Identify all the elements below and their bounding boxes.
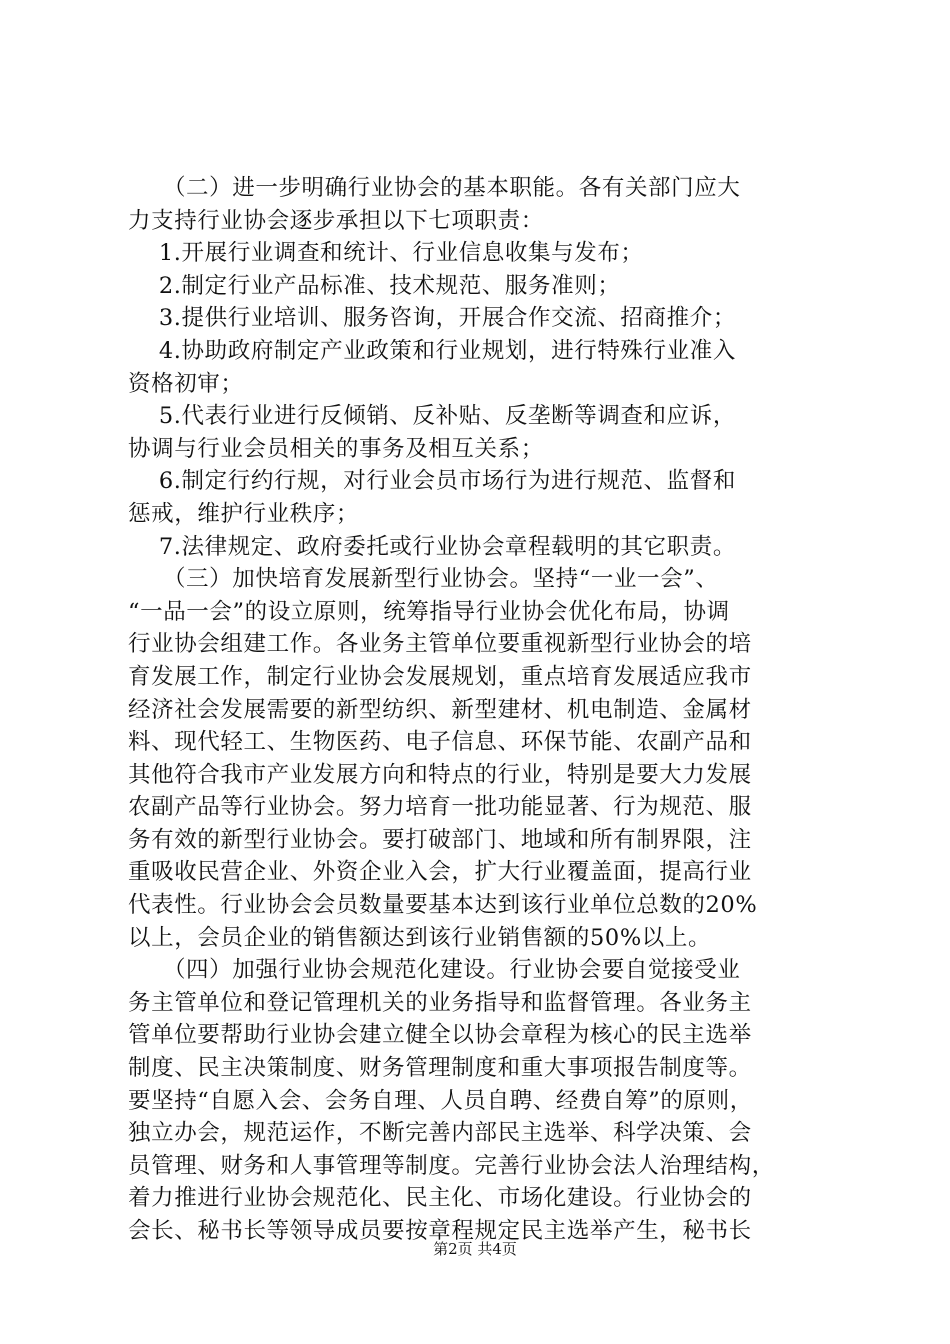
text-line: 以上，会员企业的销售额达到该行业销售额的50%以上。 (128, 924, 712, 951)
text-line: 3.提供行业培训、服务咨询，开展合作交流、招商推介； (128, 305, 736, 332)
text-line: 惩戒，维护行业秩序； (128, 500, 360, 527)
text-line: 4.协助政府制定产业政策和行业规划，进行特殊行业准入 (128, 337, 736, 364)
text-line: 育发展工作，制定行业协会发展规划，重点培育发展适应我市 (128, 663, 752, 690)
text-line: 5.代表行业进行反倾销、反补贴、反垄断等调查和应诉， (128, 403, 736, 430)
body-text (128, 172, 828, 1248)
text-line: 会长、秘书长等领导成员要按章程规定民主选举产生，秘书长 (128, 1218, 752, 1244)
page-number: 第2页 共4页 (433, 1240, 517, 1258)
text-line: 行业协会组建工作。各业务主管单位要重视新型行业协会的培 (128, 631, 752, 658)
text-line: （三）加快培育发展新型行业协会。坚持“一业一会”、 (128, 566, 719, 593)
text-line: 其他符合我市产业发展方向和特点的行业，特别是要大力发展 (128, 761, 752, 788)
text-line: （二）进一步明确行业协会的基本职能。各有关部门应大 (128, 175, 741, 201)
text-line: 制度、民主决策制度、财务管理制度和重大事项报告制度等。 (128, 1055, 752, 1082)
text-line: 代表性。行业协会会员数量要基本达到该行业单位总数的20% (128, 892, 758, 919)
text-line: 务主管单位和登记管理机关的业务指导和监督管理。各业务主 (128, 989, 752, 1016)
page-footer (0, 1239, 950, 1259)
text-line: 重吸收民营企业、外资企业入会，扩大行业覆盖面，提高行业 (128, 859, 752, 886)
text-line: 管单位要帮助行业协会建立健全以协会章程为核心的民主选举 (128, 1022, 752, 1049)
text-line: 力支持行业协会逐步承担以下七项职责： (128, 207, 544, 234)
text-line: 独立办会，规范运作，不断完善内部民主选举、科学决策、会 (128, 1120, 752, 1147)
text-line: 2.制定行业产品标准、技术规范、服务准则； (128, 272, 621, 299)
text-line: 7.法律规定、政府委托或行业协会章程载明的其它职责。 (128, 533, 736, 560)
text-line: “一品一会”的设立原则，统筹指导行业协会优化布局，协调 (128, 598, 730, 625)
text-line: 要坚持“自愿入会、会务自理、人员自聘、经费自筹”的原则， (128, 1087, 753, 1114)
text-line: 6.制定行约行规，对行业会员市场行为进行规范、监督和 (128, 468, 736, 495)
text-line: 农副产品等行业协会。努力培育一批功能显著、行为规范、服 (128, 794, 752, 821)
text-line: （四）加强行业协会规范化建设。行业协会要自觉接受业 (128, 957, 741, 984)
text-line: 料、现代轻工、生物医药、电子信息、环保节能、农副产品和 (128, 729, 752, 756)
text-line: 资格初审； (128, 370, 244, 397)
text-line: 务有效的新型行业协会。要打破部门、地域和所有制界限，注 (128, 826, 752, 853)
text-line: 1.开展行业调查和统计、行业信息收集与发布； (128, 240, 644, 267)
text-line: 员管理、财务和人事管理等制度。完善行业协会法人治理结构， (128, 1152, 775, 1179)
text-line: 协调与行业会员相关的事务及相互关系； (128, 435, 544, 462)
text-line: 着力推进行业协会规范化、民主化、市场化建设。行业协会的 (128, 1185, 752, 1212)
text-line: 经济社会发展需要的新型纺织、新型建材、机电制造、金属材 (128, 696, 752, 723)
